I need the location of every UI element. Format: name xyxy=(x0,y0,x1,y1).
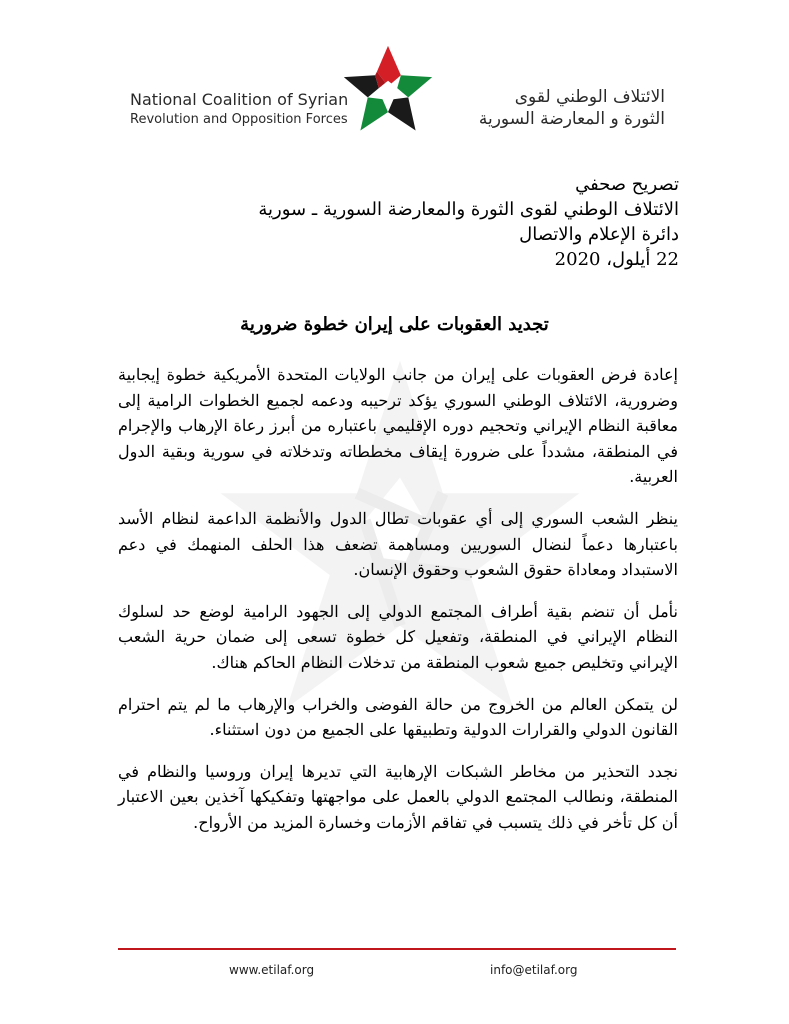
doc-type: تصريح صحفي xyxy=(575,174,679,195)
footer-divider xyxy=(118,948,676,950)
org-name-ar xyxy=(430,86,665,130)
date: 22 أيلول، 2020 xyxy=(554,249,679,270)
paragraph: نأمل أن تنضم بقية أطراف المجتمع الدولي إلى الجهود الرامية لوضع حد لسلوك النظام الإيراني في المنطقة، وتفعيل كل خطوة تسعى إلى ضمان حرية الشعب الإيراني وتخليص جميع شعوب المنطقة من تدخلات النظام الحاكم هناك. xyxy=(118,601,678,672)
org-name-en xyxy=(130,90,349,130)
issuer: الائتلاف الوطني لقوى الثورة والمعارضة السورية ـ سورية xyxy=(258,199,679,220)
department: دائرة الإعلام والاتصال xyxy=(519,224,679,245)
star-logo-icon xyxy=(342,44,434,136)
org-name-ar-line1: الائتلاف الوطني لقوى xyxy=(514,87,665,107)
org-name-en-line1: National Coalition of Syrian xyxy=(130,90,349,109)
page-title: تجديد العقوبات على إيران خطوة ضرورية xyxy=(240,314,549,335)
paragraph: لن يتمكن العالم من الخروج من حالة الفوضى والخراب والإرهاب ما لم يتم احترام القانون الدولي والقرارات الدولية وتطبيقها على الجميع من دون استثناء. xyxy=(118,694,678,740)
org-name-en-line2: Revolution and Opposition Forces xyxy=(130,112,348,127)
document-meta xyxy=(119,172,679,272)
paragraph: نجدد التحذير من مخاطر الشبكات الإرهابية التي تديرها إيران وروسيا والنظام في المنطقة، ونطالب المجتمع الدولي بالعمل على مواجهتها وتفكيكها آخذين بعين الاعتبار أن كل تأخر في ذلك يتسبب في تفاقم الأزمات وخسارة المزيد من الأرواح. xyxy=(118,761,678,832)
letterhead xyxy=(0,0,789,150)
paragraph: ينظر الشعب السوري إلى أي عقوبات تطال الدول والأنظمة الداعمة لنظام الأسد باعتبارها دعماً لنضال السوريين ومساهمة تضعف هذا الحلف المنهمك في دعم الاستبداد ومعاداة حقوق الشعوب وحقوق الإنسان. xyxy=(118,508,679,580)
footer-website-link[interactable]: www.etilaf.org xyxy=(229,963,315,977)
paragraph: إعادة فرض العقوبات على إيران من جانب الولايات المتحدة الأمريكية خطوة إيجابية وضرورية، الائتلاف الوطني السوري يؤكد ترحيبه ودعمه لجميع الخطوات الرامية إلى معاقبة النظام الإيراني وتحجيم دوره الإقليمي باعتباره من أبرز رعاة الإرهاب والإجرام في المنطقة، مشدداً على ضرورة إيقاف مخططاته وتدخلاته في سورية وبقية الدول العربية. xyxy=(118,365,678,487)
org-name-ar-line2: الثورة و المعارضة السورية xyxy=(478,109,665,129)
statement-body xyxy=(118,362,678,852)
footer-email-link[interactable]: info@etilaf.org xyxy=(490,963,578,977)
